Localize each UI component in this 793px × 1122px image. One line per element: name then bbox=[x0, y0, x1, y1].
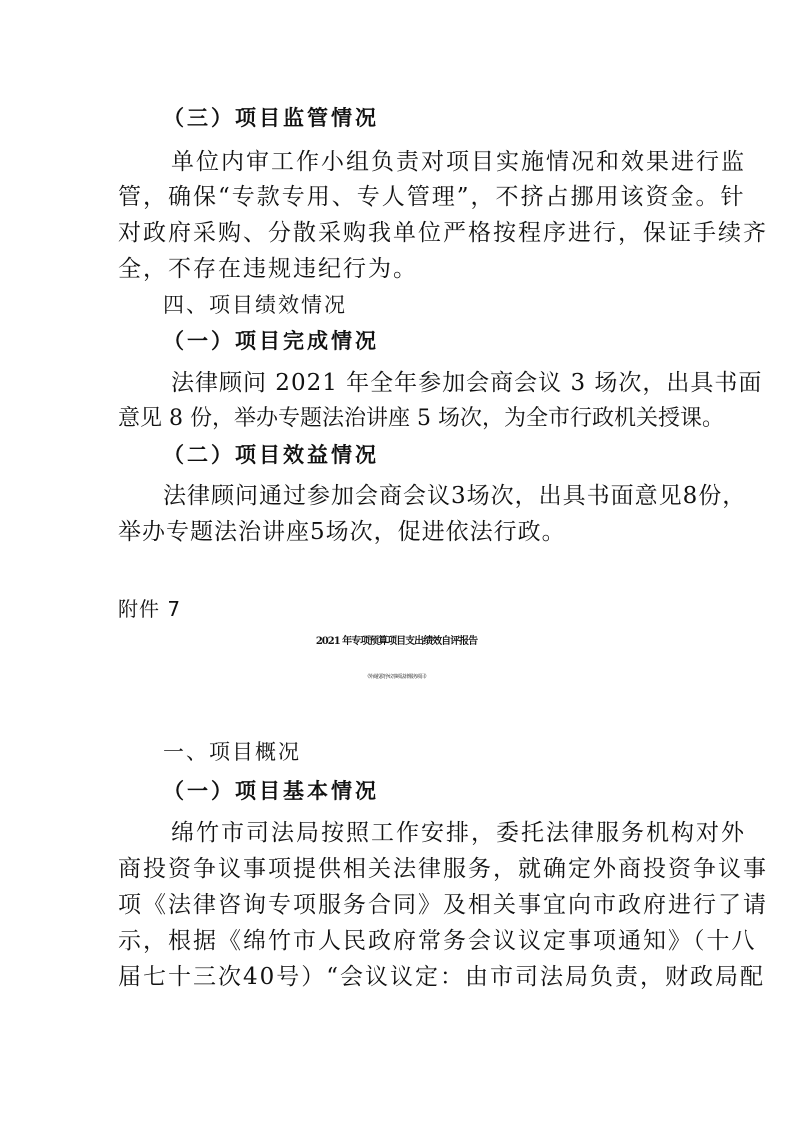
paragraph-line: 届七十三次40号）“会议议定：由市司法局负责，财政局配 bbox=[118, 964, 766, 990]
paragraph-line: 举办专题法治讲座5场次，促进依法行政。 bbox=[118, 519, 566, 545]
paragraph-line: 全，不存在违规违纪行为。 bbox=[118, 256, 418, 282]
paragraph-line: 单位内审工作小组负责对项目实施情况和效果进行监 bbox=[171, 149, 746, 175]
paragraph-line: 法律顾问通过参加会商会议3场次，出具书面意见8份， bbox=[163, 483, 747, 509]
heading-project-benefit: （二）项目效益情况 bbox=[163, 443, 379, 467]
paragraph-line: 法律顾问 2021 年全年参加会商会议 3 场次，出具书面 bbox=[171, 370, 763, 396]
heading-project-completion: （一）项目完成情况 bbox=[163, 329, 379, 353]
paragraph-line: 示，根据《绵竹市人民政府常务会议议定事项通知》（十八 bbox=[118, 928, 757, 954]
paragraph-line: 商投资争议事项提供相关法律服务，就确定外商投资争议事 bbox=[118, 856, 768, 882]
paragraph-line: 项《法律咨询专项服务合同》及相关事宜向市政府进行了请 bbox=[118, 892, 768, 918]
paragraph-line: 管，确保“专款专用、专人管理”，不挤占挪用该资金。针 bbox=[118, 184, 746, 210]
page-number bbox=[0, 1027, 793, 1041]
heading-project-basic-info: （一）项目基本情况 bbox=[163, 779, 379, 803]
report-title: 2021 年专项预算项目支出绩效自评报告 bbox=[315, 636, 478, 647]
report-subtitle: （外商投资争议事项法律服务项目） bbox=[364, 674, 429, 680]
annex-label: 附件 7 bbox=[118, 597, 182, 621]
heading-project-performance: 四、项目绩效情况 bbox=[163, 293, 347, 317]
paragraph-line: 对政府采购、分散采购我单位严格按程序进行，保证手续齐 bbox=[118, 220, 768, 246]
heading-project-monitoring: （三）项目监管情况 bbox=[163, 106, 379, 130]
paragraph-line: 绵竹市司法局按照工作安排，委托法律服务机构对外 bbox=[171, 820, 746, 846]
paragraph-line: 意见 8 份，举办专题法治讲座 5 场次，为全市行政机关授课。 bbox=[118, 406, 724, 431]
heading-project-overview: 一、项目概况 bbox=[163, 740, 301, 764]
